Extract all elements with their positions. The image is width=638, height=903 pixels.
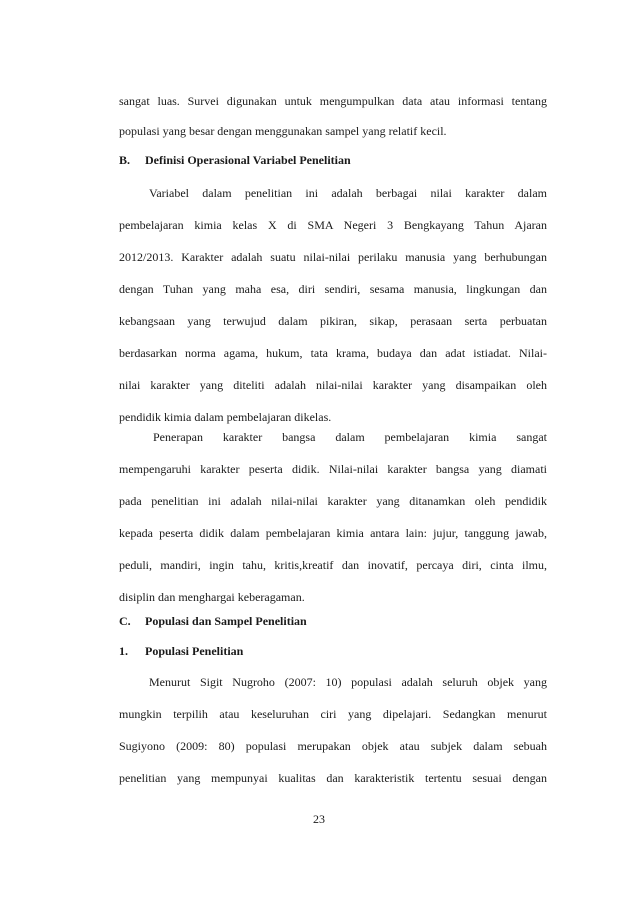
body-line: sangat luas. Survei digunakan untuk mengumpulkan data atau informasi tentang bbox=[119, 94, 547, 108]
section-title: Populasi dan Sampel Penelitian bbox=[145, 614, 307, 628]
paragraph-first-line: Variabel dalam penelitian ini adalah berbagai nilai karakter dalam bbox=[149, 186, 547, 200]
body-line: Sugiyono (2009: 80) populasi merupakan objek atau subjek dalam sebuah bbox=[119, 739, 547, 753]
body-line: peduli, mandiri, ingin tahu, kritis,kreatif dan inovatif, percaya diri, cinta ilmu, bbox=[119, 558, 547, 572]
body-line: mungkin terpilih atau keseluruhan ciri yang dipelajari. Sedangkan menurut bbox=[119, 707, 547, 721]
paragraph-first-line: Penerapan karakter bangsa dalam pembelajaran kimia sangat bbox=[153, 430, 547, 444]
body-line: penelitian yang mempunyai kualitas dan karakteristik tertentu sesuai dengan bbox=[119, 771, 547, 785]
body-line: populasi yang besar dengan menggunakan sampel yang relatif kecil. bbox=[119, 124, 447, 138]
section-heading-c bbox=[119, 614, 547, 628]
body-line: pembelajaran kimia kelas X di SMA Negeri 3 Bengkayang Tahun Ajaran bbox=[119, 218, 547, 232]
body-line: disiplin dan menghargai keberagaman. bbox=[119, 590, 305, 604]
body-line: pada penelitian ini adalah nilai-nilai karakter yang ditanamkan oleh pendidik bbox=[119, 494, 547, 508]
body-line: kebangsaan yang terwujud dalam pikiran, sikap, perasaan serta perbuatan bbox=[119, 314, 547, 328]
subsection-heading-1 bbox=[119, 644, 547, 658]
body-line: kepada peserta didik dalam pembelajaran kimia antara lain: jujur, tanggung jawab, bbox=[119, 526, 547, 540]
section-number: B. bbox=[119, 153, 131, 167]
page-number: 23 bbox=[313, 812, 325, 826]
subsection-title: Populasi Penelitian bbox=[145, 644, 244, 658]
body-line: nilai karakter yang diteliti adalah nilai-nilai karakter yang disampaikan oleh bbox=[119, 378, 547, 392]
body-line: pendidik kimia dalam pembelajaran dikelas. bbox=[119, 410, 332, 424]
body-line: 2012/2013. Karakter adalah suatu nilai-nilai perilaku manusia yang berhubungan bbox=[119, 250, 547, 264]
section-title: Definisi Operasional Variabel Penelitian bbox=[145, 153, 351, 167]
body-line: dengan Tuhan yang maha esa, diri sendiri, sesama manusia, lingkungan dan bbox=[119, 282, 547, 296]
subsection-number: 1. bbox=[119, 644, 128, 658]
paragraph-first-line: Menurut Sigit Nugroho (2007: 10) populasi adalah seluruh objek yang bbox=[149, 675, 547, 689]
body-line: mempengaruhi karakter peserta didik. Nilai-nilai karakter bangsa yang diamati bbox=[119, 462, 547, 476]
body-line: berdasarkan norma agama, hukum, tata krama, budaya dan adat istiadat. Nilai- bbox=[119, 346, 547, 360]
section-number: C. bbox=[119, 614, 131, 628]
section-heading-b bbox=[119, 153, 547, 167]
